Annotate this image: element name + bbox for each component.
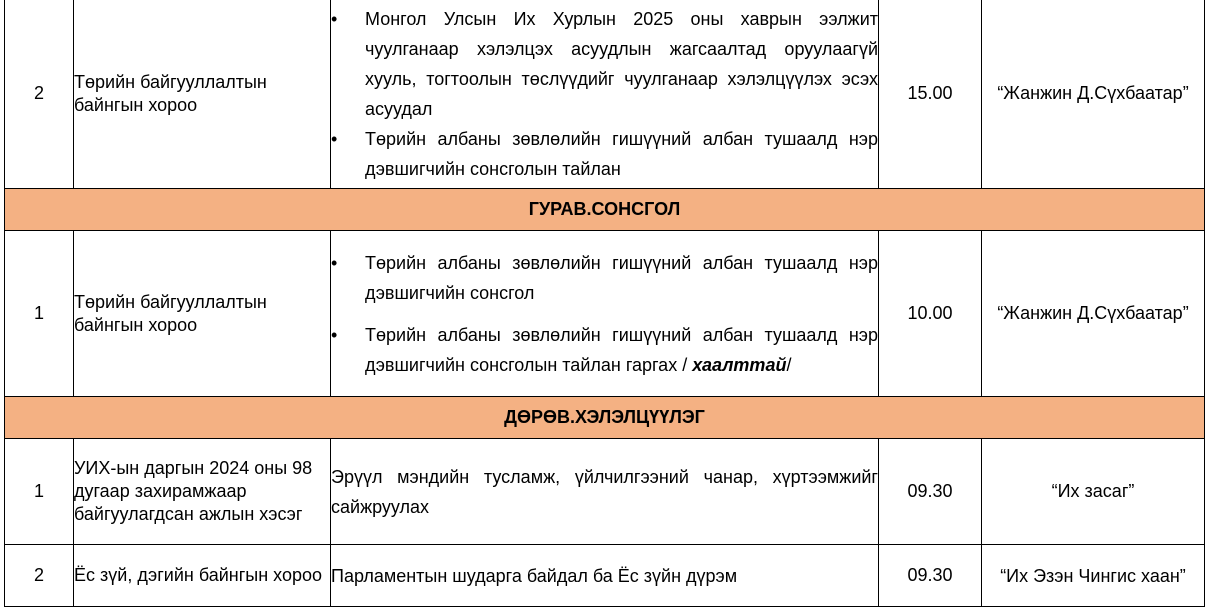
section-header <box>5 397 1205 439</box>
topic-cell: Эрүүл мэндийн тусламж, үйлчилгээний чанар, хүртээмжийг сайжруулах <box>331 439 879 545</box>
topic-list <box>331 248 878 380</box>
section-title: ДӨРӨВ.ХЭЛЭЛЦҮҮЛЭГ <box>5 397 1205 439</box>
topic-cell <box>331 0 879 189</box>
bullet-icon: • <box>331 324 338 345</box>
topic-text: Төрийн албаны зөвлөлийн гишүүний албан тушаалд нэр дэвшигчийн сонсголын тайлан гаргах / <box>365 324 878 375</box>
row-number: 1 <box>5 231 74 397</box>
organizer-cell: УИХ-ын даргын 2024 оны 98 дугаар захирамжаар байгуулагдсан ажлын хэсэг <box>74 439 331 545</box>
row-number: 2 <box>5 0 74 189</box>
organizer-cell: Төрийн байгууллалтын байнгын хороо <box>74 0 331 189</box>
room-cell: “Их Эзэн Чингис хаан” <box>982 545 1205 607</box>
list-item <box>331 124 878 184</box>
organizer-cell: Ёс зүй, дэгийн байнгын хороо <box>74 545 331 607</box>
topic-text: Төрийн албаны зөвлөлийн гишүүний албан тушаалд нэр дэвшигчийн сонсгол <box>365 252 878 303</box>
list-item <box>331 320 878 380</box>
bullet-icon: • <box>331 8 338 29</box>
row-number: 1 <box>5 439 74 545</box>
list-item <box>331 248 878 308</box>
room-cell: “Их засаг” <box>982 439 1205 545</box>
topic-text: Төрийн албаны зөвлөлийн гишүүний албан тушаалд нэр дэвшигчийн сонсголын тайлан <box>365 128 878 179</box>
table-row <box>5 0 1205 189</box>
time-cell: 15.00 <box>879 0 982 189</box>
agenda-table <box>4 0 1205 607</box>
closed-session-label: хаалттай <box>692 354 787 375</box>
topic-cell: Парламентын шударга байдал ба Ёс зүйн дүрэм <box>331 545 879 607</box>
room-cell: “Жанжин Д.Сүхбаатар” <box>982 231 1205 397</box>
closed-session-suffix: / <box>786 354 792 375</box>
section-title: ГУРАВ.СОНСГОЛ <box>5 189 1205 231</box>
table-row <box>5 439 1205 545</box>
list-item <box>331 4 878 124</box>
room-cell: “Жанжин Д.Сүхбаатар” <box>982 0 1205 189</box>
topic-list <box>331 4 878 184</box>
table-row <box>5 545 1205 607</box>
section-header <box>5 189 1205 231</box>
time-cell: 09.30 <box>879 545 982 607</box>
bullet-icon: • <box>331 128 338 149</box>
topic-text: Монгол Улсын Их Хурлын 2025 оны хаврын ээлжит чуулганаар хэлэлцэх асуудлын жагсаалтад оруулаагүй хууль, тогтоолын төслүүдийг чуулганаар хэлэлцүүлэх эсэх асуудал <box>365 8 878 119</box>
table-row <box>5 231 1205 397</box>
organizer-cell: Төрийн байгууллалтын байнгын хороо <box>74 231 331 397</box>
row-number: 2 <box>5 545 74 607</box>
topic-cell <box>331 231 879 397</box>
time-cell: 09.30 <box>879 439 982 545</box>
bullet-icon: • <box>331 252 338 273</box>
time-cell: 10.00 <box>879 231 982 397</box>
